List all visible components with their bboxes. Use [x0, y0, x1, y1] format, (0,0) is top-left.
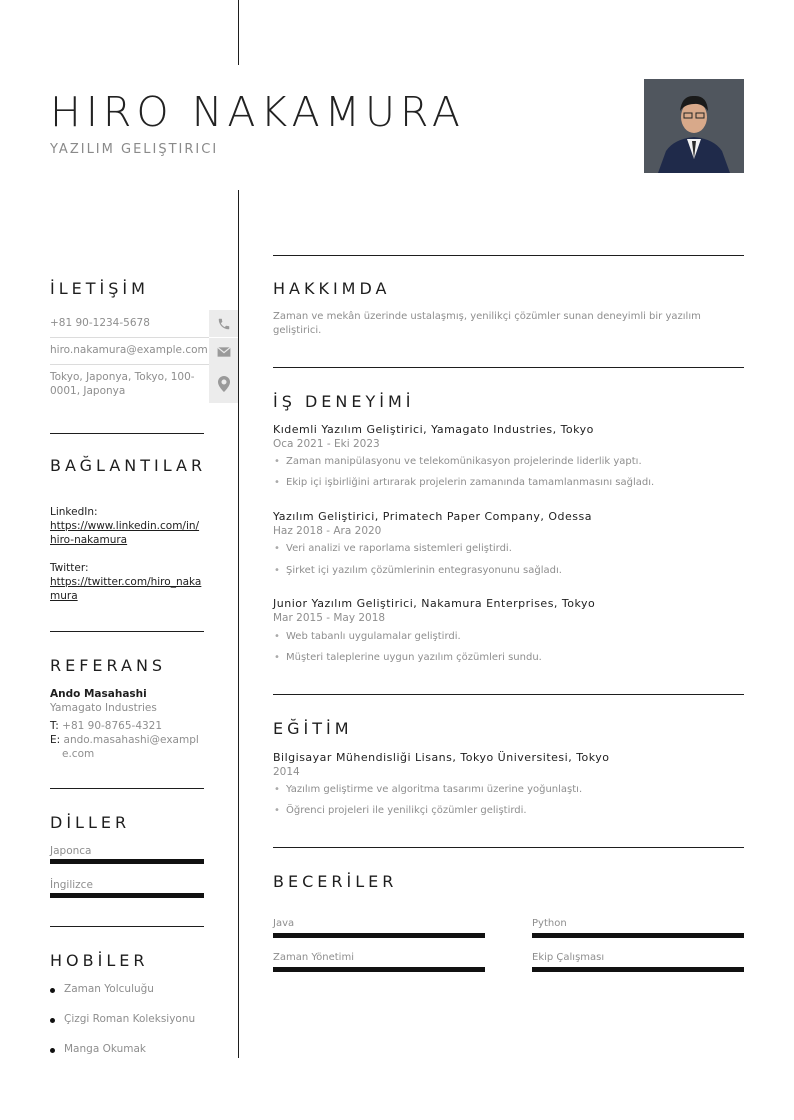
job-date: Oca 2021 - Eki 2023 [273, 438, 380, 450]
person-photo-icon [644, 79, 744, 173]
links-heading: BAĞLANTILAR [50, 456, 207, 475]
job-achievement: • Müşteri taleplerine uygun yazılım çözümleri sundu. [286, 652, 542, 663]
link-twitter-label: Twitter: [50, 562, 89, 574]
skill-name: Zaman Yönetimi [273, 952, 354, 963]
skill-name: Python [532, 918, 567, 929]
reference-email[interactable]: ando.masahashi@example.com [62, 734, 199, 760]
reference-company: Yamagato Industries [50, 702, 157, 714]
candidate-title: YAZILIM GELIŞTIRICI [50, 142, 219, 157]
language-name: Japonca [50, 845, 92, 857]
skill-level-bar [532, 967, 744, 972]
link-linkedin-label: LinkedIn: [50, 506, 98, 518]
about-heading: HAKKIMDA [273, 279, 391, 298]
job-date: Mar 2015 - May 2018 [273, 612, 386, 624]
education-item: • Yazılım geliştirme ve algoritma tasarımı üzerine yoğunlaştı. [286, 784, 582, 795]
profile-photo [644, 79, 744, 173]
skill-name: Ekip Çalışması [532, 952, 605, 963]
email-icon-box [209, 338, 238, 365]
phone-icon-box [209, 310, 238, 337]
education-date: 2014 [273, 766, 300, 778]
contact-heading: İLETİŞİM [50, 279, 149, 298]
languages-heading: DİLLER [50, 813, 131, 832]
divider-top [238, 0, 239, 65]
link-twitter [50, 561, 204, 603]
job-achievement: • Şirket içi yazılım çözümlerinin entegrasyonunu sağladı. [286, 565, 562, 576]
job-achievement: • Ekip içi işbirliğini artırarak projelerin zamanında tamamlanmasını sağladı. [286, 477, 654, 488]
reference-phone-row [50, 719, 162, 733]
contact-separator [50, 337, 209, 338]
job-title: Yazılım Geliştirici, Primatech Paper Company, Odessa [273, 510, 592, 523]
contact-separator [50, 364, 209, 365]
location-icon-box [209, 365, 238, 403]
hobby-item: Zaman Yolculuğu [64, 983, 154, 995]
job-achievement: • Zaman manipülasyonu ve telekomünikasyon projelerinde liderlik yaptı. [286, 456, 642, 467]
language-level-bar [50, 893, 204, 898]
section-divider [273, 367, 744, 368]
section-divider [273, 847, 744, 848]
email-icon [217, 346, 231, 358]
link-linkedin-url[interactable]: https://www.linkedin.com/in/hiro-nakamura [50, 520, 200, 546]
reference-email-row [50, 733, 206, 761]
skill-level-bar [273, 933, 485, 938]
contact-email[interactable]: hiro.nakamura@example.com [50, 344, 208, 356]
section-divider [273, 255, 744, 256]
job-title: Junior Yazılım Geliştirici, Nakamura Enterprises, Tokyo [273, 597, 596, 610]
language-name: İngilizce [50, 879, 93, 891]
hobby-item: Manga Okumak [64, 1043, 147, 1055]
job-date: Haz 2018 - Ara 2020 [273, 525, 382, 537]
phone-icon [217, 317, 231, 331]
hobbies-heading: HOBİLER [50, 951, 149, 970]
education-item: • Öğrenci projeleri ile yenilikçi çözümler geliştirdi. [286, 805, 527, 816]
skill-level-bar [532, 933, 744, 938]
section-divider [50, 631, 204, 632]
reference-heading: REFERANS [50, 656, 167, 675]
about-text: Zaman ve mekân üzerinde ustalaşmış, yenilikçi çözümler sunan deneyimli bir yazılım geliştirici. [273, 311, 701, 336]
experience-heading: İŞ DENEYİMİ [273, 392, 415, 411]
location-pin-icon [218, 376, 230, 392]
link-twitter-url[interactable]: https://twitter.com/hiro_nakamura [50, 576, 202, 602]
language-level-bar [50, 859, 204, 864]
link-linkedin [50, 505, 204, 547]
reference-phone[interactable]: +81 90-8765-4321 [62, 720, 163, 732]
skill-name: Java [273, 918, 295, 929]
job-achievement: • Web tabanlı uygulamalar geliştirdi. [286, 631, 461, 642]
reference-name: Ando Masahashi [50, 688, 147, 700]
education-title: Bilgisayar Mühendisliği Lisans, Tokyo Üniversitesi, Tokyo [273, 751, 610, 764]
section-divider [50, 433, 204, 434]
candidate-name: HIRO NAKAMURA [50, 88, 465, 136]
education-heading: EĞİTİM [273, 719, 353, 738]
contact-phone[interactable]: +81 90-1234-5678 [50, 317, 150, 329]
skill-level-bar [273, 967, 485, 972]
skills-heading: BECERİLER [273, 872, 398, 891]
hobby-item: Çizgi Roman Koleksiyonu [64, 1013, 196, 1025]
divider-main [238, 190, 239, 1058]
job-achievement: • Veri analizi ve raporlama sistemleri geliştirdi. [286, 543, 512, 554]
reference-email-label: E: [50, 734, 61, 746]
section-divider [50, 788, 204, 789]
reference-phone-label: T: [50, 720, 59, 732]
contact-address: Tokyo, Japonya, Tokyo, 100-0001, Japonya [50, 371, 195, 397]
section-divider [273, 694, 744, 695]
job-title: Kıdemli Yazılım Geliştirici, Yamagato Industries, Tokyo [273, 423, 594, 436]
section-divider [50, 926, 204, 927]
